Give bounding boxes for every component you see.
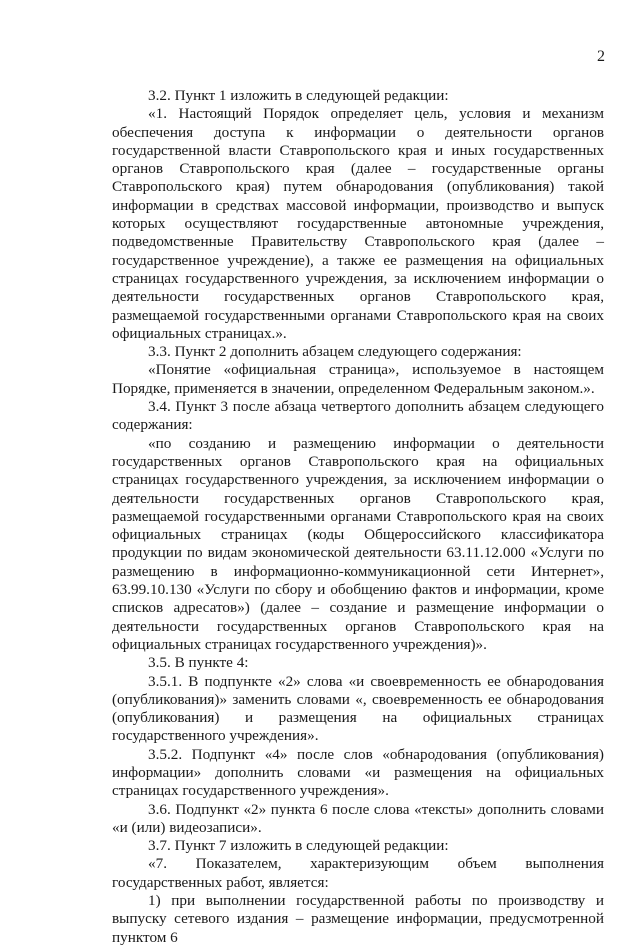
paragraph-3-7: 3.7. Пункт 7 изложить в следующей редакции: [148,837,449,855]
paragraph-3-6: 3.6. Подпункт «2» пункта 6 после слова «тексты» дополнить словами «и (или) видеозаписи». [112,800,604,836]
paragraph-3-4: 3.4. Пункт 3 после абзаца четвертого дополнить абзацем следующего содержания: [112,398,604,434]
paragraph-3-2: 3.2. Пункт 1 изложить в следующей редакции: [148,87,449,104]
page-number: 2 [597,48,605,65]
paragraph-3-2-text: «1. Настоящий Порядок определяет цель, условия и механизм обеспечения доступа к информации о деятельности органов государственной власти Ставропольского края и иных государственных органов Ставропольского края (далее – государственные органы Ставропольского края) путем обнародования (опубликования) такой информации в средствах массовой информации, производство и выпуск которых осуществляют государственные автономные учреждения, подведомственные Правительству Ставропольского края (далее – государственное учреждение), а также ее размещения на официальных страницах государственного учреждения, за исключением информации о деятельности государственных органов Ставропольского края, размещаемой государственными органами Ставропольского края на своих официальных страницах.». [112,105,604,342]
paragraph-3-4-text: «по созданию и размещению информации о деятельности государственных органов Ставропольского края на официальных страницах государственного учреждения, за исключением информации о деятельности государственных органов Ставропольского края, размещаемой государственными органами Ставропольского края на своих официальных страницах (коды Общероссийского классификатора продукции по видам экономической деятельности 63.11.12.000 «Услуги по размещению в информационно-коммуникационной сети Интернет», 63.99.10.130 «Услуги по сбору и обобщению фактов и информации, кроме списков адресатов») (далее – создание и размещение информации о деятельности государственных органов Ставропольского края на официальных страницах государственного учреждения)». [112,434,604,653]
paragraph-3-3: 3.3. Пункт 2 дополнить абзацем следующего содержания: [148,343,522,361]
paragraph-3-7-text: «7. Показателем, характеризующим объем выполнения государственных работ, является: [112,855,604,891]
paragraph-3-7-item-1: 1) при выполнении государственной работы по производству и выпуску сетевого издания – размещение информации, предусмотренной пунктом 6 [112,892,604,946]
paragraph-3-5: 3.5. В пункте 4: [148,654,249,672]
document-body [112,87,604,947]
paragraph-3-3-text: «Понятие «официальная страница», используемое в настоящем Порядке, применяется в значении, определенном Федеральным законом.». [112,361,604,397]
paragraph-3-5-1: 3.5.1. В подпункте «2» слова «и своевременность ее обнародования (опубликования)» заменить словами «, своевременность ее обнародования (опубликования) и размещения на официальных страницах государственного учреждения». [112,672,604,745]
paragraph-3-5-2: 3.5.2. Подпункт «4» после слов «обнародования (опубликования) информации» дополнить словами «и размещения на официальных страницах государственного учреждения». [112,745,604,800]
